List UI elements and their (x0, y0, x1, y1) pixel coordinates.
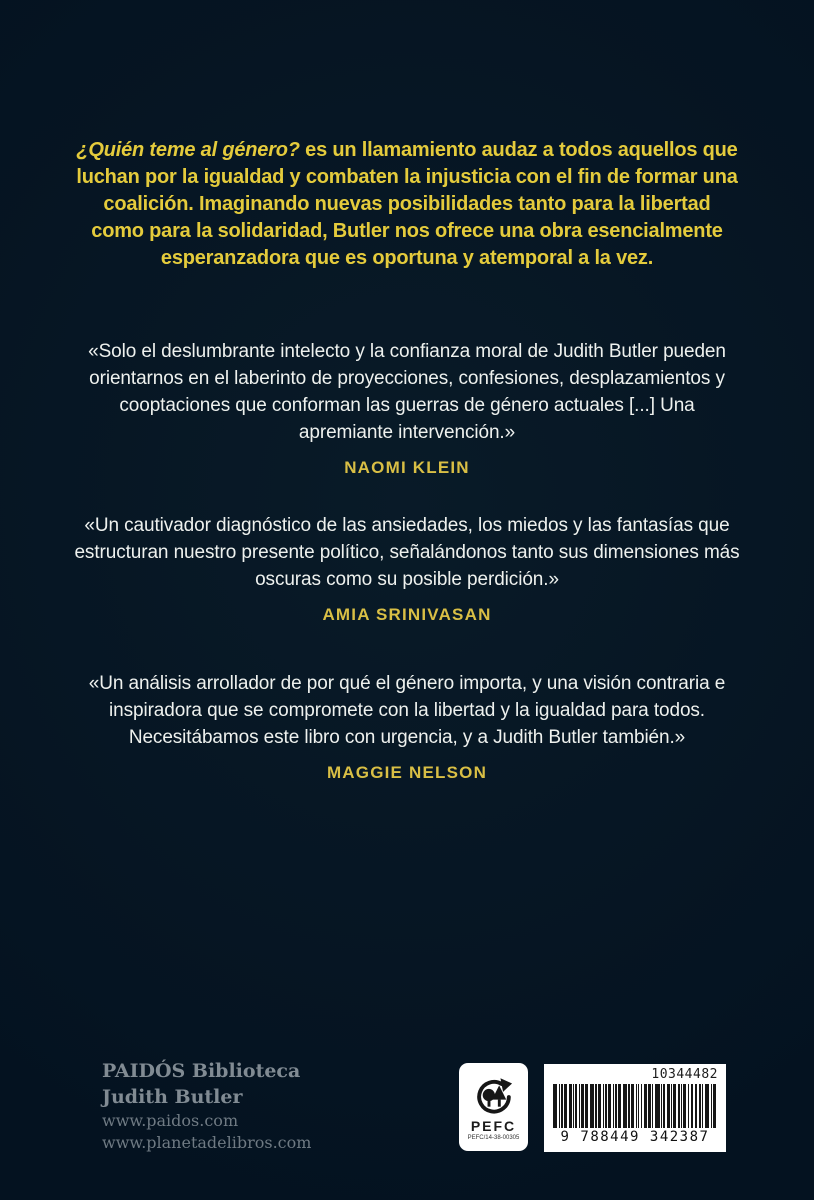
review-quote-3 (73, 670, 741, 783)
pefc-label: PEFC (470, 1118, 517, 1134)
planeta-url: www.planetadelibros.com (102, 1133, 312, 1152)
quote-author: MAGGIE NELSON (326, 763, 488, 782)
review-quote-2 (73, 512, 741, 625)
quote-author: NAOMI KLEIN (344, 458, 470, 477)
imprint-block (102, 1058, 311, 1154)
barcode-ean-number: 9 788449 342387 (560, 1129, 710, 1145)
pefc-cert-number: PEFC/14-38-00305 (467, 1135, 520, 1141)
imprint-author: Judith Butler (102, 1086, 243, 1108)
quote-text: «Un análisis arrollador de por qué el género importa, y una visión contraria e inspiradora que se compromete con la libertad y la igualdad para todos. Necesitábamos este libro con urgencia, y a Judith Butler también.» (88, 673, 726, 748)
publisher-url: www.paidos.com (102, 1111, 239, 1130)
pefc-certification-badge (459, 1063, 528, 1151)
review-quote-1 (73, 338, 741, 478)
quote-author: AMIA SRINIVASAN (322, 605, 492, 624)
publisher-blurb (76, 137, 738, 272)
quote-text: «Un cautivador diagnóstico de las ansiedades, los miedos y las fantasías que estructuran nuestro presente político, señalándonos tanto sus dimensiones más oscuras como su posible perdición.» (74, 515, 740, 590)
pefc-trees-icon (473, 1077, 515, 1117)
book-title-reference: ¿Quién teme al género? (76, 139, 300, 161)
imprint-collection: PAIDÓS Biblioteca (102, 1060, 301, 1082)
barcode-panel (544, 1064, 726, 1152)
quote-text: «Solo el deslumbrante intelecto y la confianza moral de Judith Butler pueden orientarnos en el laberinto de proyecciones, confesiones, desplazamientos y cooptaciones que conforman las guerras de género actuales [...] Una apremiante intervención.» (88, 341, 726, 443)
blurb-text: es un llamamiento audaz a todos aquellos que luchan por la igualdad y combaten la injusticia con el fin de formar una coalición. Imaginando nuevas posibilidades tanto para la libertad como para la solidaridad, Butler nos ofrece una obra esencialmente esperanzadora que es oportuna y atemporal a la vez. (76, 139, 738, 269)
barcode-internal-code: 10344482 (651, 1067, 718, 1082)
barcode-bars-icon (552, 1084, 718, 1128)
